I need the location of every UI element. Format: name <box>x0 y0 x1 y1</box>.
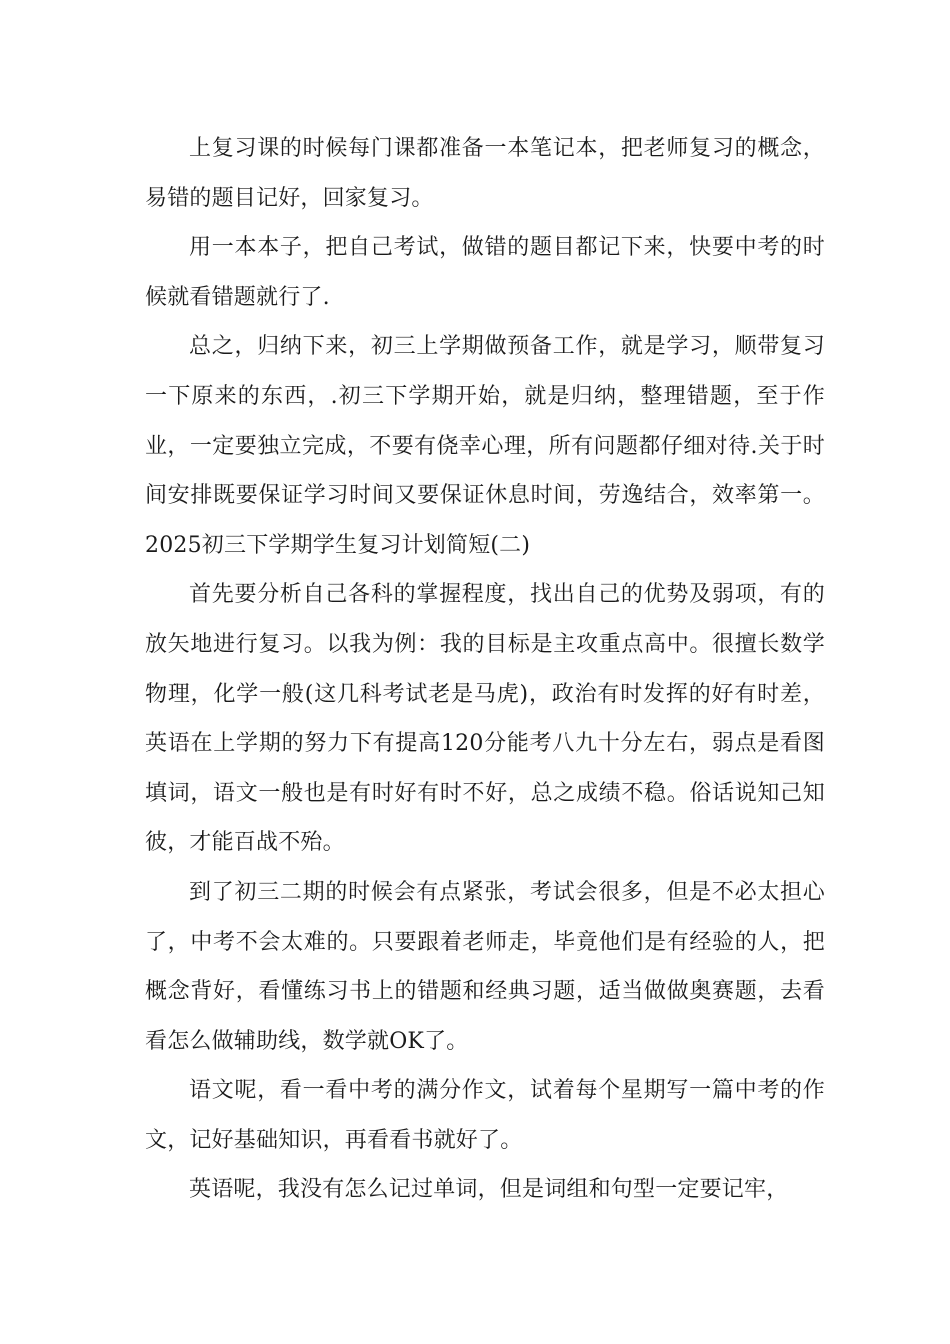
paragraph-3: 总之，归纳下来，初三上学期做预备工作，就是学习，顺带复习一下原来的东西，.初三下学期开始，就是归纳，整理错题，至于作业，一定要独立完成，不要有侥幸心理，所有问题都仔细对待.关于时间安排既要保证学习时间又要保证休息时间，劳逸结合，效率第一。2025初三下学期学生复习计划简短(二) <box>145 334 825 558</box>
paragraph-5: 到了初三二期的时候会有点紧张，考试会很多，但是不必太担心了，中考不会太难的。只要跟着老师走，毕竟他们是有经验的人，把概念背好，看懂练习书上的错题和经典习题，适当做做奥赛题，去看看怎么做辅助线，数学就OK了。 <box>145 879 825 1054</box>
paragraph-2: 用一本本子，把自己考试，做错的题目都记下来，快要中考的时候就看错题就行了. <box>145 235 825 310</box>
paragraph-4: 首先要分析自己各科的掌握程度，找出自己的优势及弱项，有的放矢地进行复习。以我为例：我的目标是主攻重点高中。很擅长数学物理，化学一般(这几科考试老是马虎)，政治有时发挥的好有时差，英语在上学期的努力下有提高120分能考八九十分左右，弱点是看图填词，语文一般也是有时好有时不好，总之成绩不稳。俗话说知己知彼，才能百战不殆。 <box>145 582 825 856</box>
document-body <box>145 124 825 1215</box>
paragraph-1: 上复习课的时候每门课都准备一本笔记本，把老师复习的概念，易错的题目记好，回家复习。 <box>145 136 825 211</box>
paragraph-6: 语文呢，看一看中考的满分作文，试着每个星期写一篇中考的作文，记好基础知识，再看看书就好了。 <box>145 1078 825 1153</box>
paragraph-7: 英语呢，我没有怎么记过单词，但是词组和句型一定要记牢， <box>189 1177 789 1203</box>
